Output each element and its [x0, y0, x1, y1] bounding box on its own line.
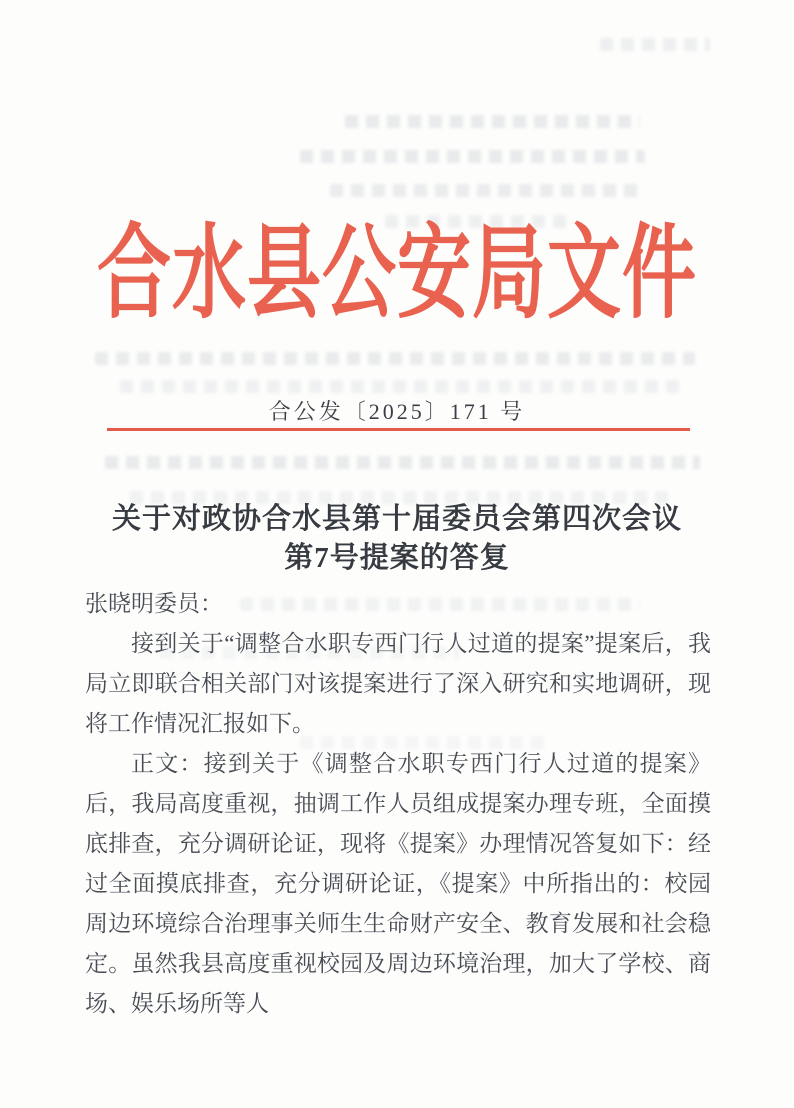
red-divider-line — [107, 428, 690, 431]
paragraph-1: 接到关于“调整合水职专西门行人过道的提案”提案后，我局立即联合相关部门对该提案进行了深入研究和实地调研，现将工作情况汇报如下。 — [85, 631, 711, 736]
document-body — [85, 584, 711, 1024]
bleed-through-smudge — [345, 115, 640, 128]
paragraph-2: 正文：接到关于《调整合水职专西门行人过道的提案》后，我局高度重视，抽调工作人员组成提案办理专班，全面摸底排查，充分调研论证，现将《提案》办理情况答复如下：经过全面摸底排查，充分调研论证，《提案》中所指出的：校园周边环境综合治理事关师生生命财产安全、教育发展和社会稳定。虽然我县高度重视校园及周边环境治理，加大了学校、商场、娱乐场所等人 — [85, 751, 711, 1016]
bleed-through-smudge — [600, 38, 710, 51]
document-title-line1: 关于对政协合水县第十届委员会第四次会议 — [111, 503, 682, 535]
bleed-through-smudge — [105, 456, 700, 469]
salutation: 张晓明委员： — [85, 591, 223, 616]
document-number: 合公发〔2025〕171 号 — [268, 399, 526, 424]
document-title-line2: 第7号提案的答复 — [284, 542, 510, 574]
bleed-through-smudge — [95, 352, 695, 365]
letterhead-title: 合水县公安局文件 — [97, 218, 697, 332]
bleed-through-smudge — [120, 380, 680, 393]
bleed-through-smudge — [300, 150, 645, 163]
document-title — [60, 500, 734, 578]
bleed-through-smudge — [330, 184, 640, 197]
